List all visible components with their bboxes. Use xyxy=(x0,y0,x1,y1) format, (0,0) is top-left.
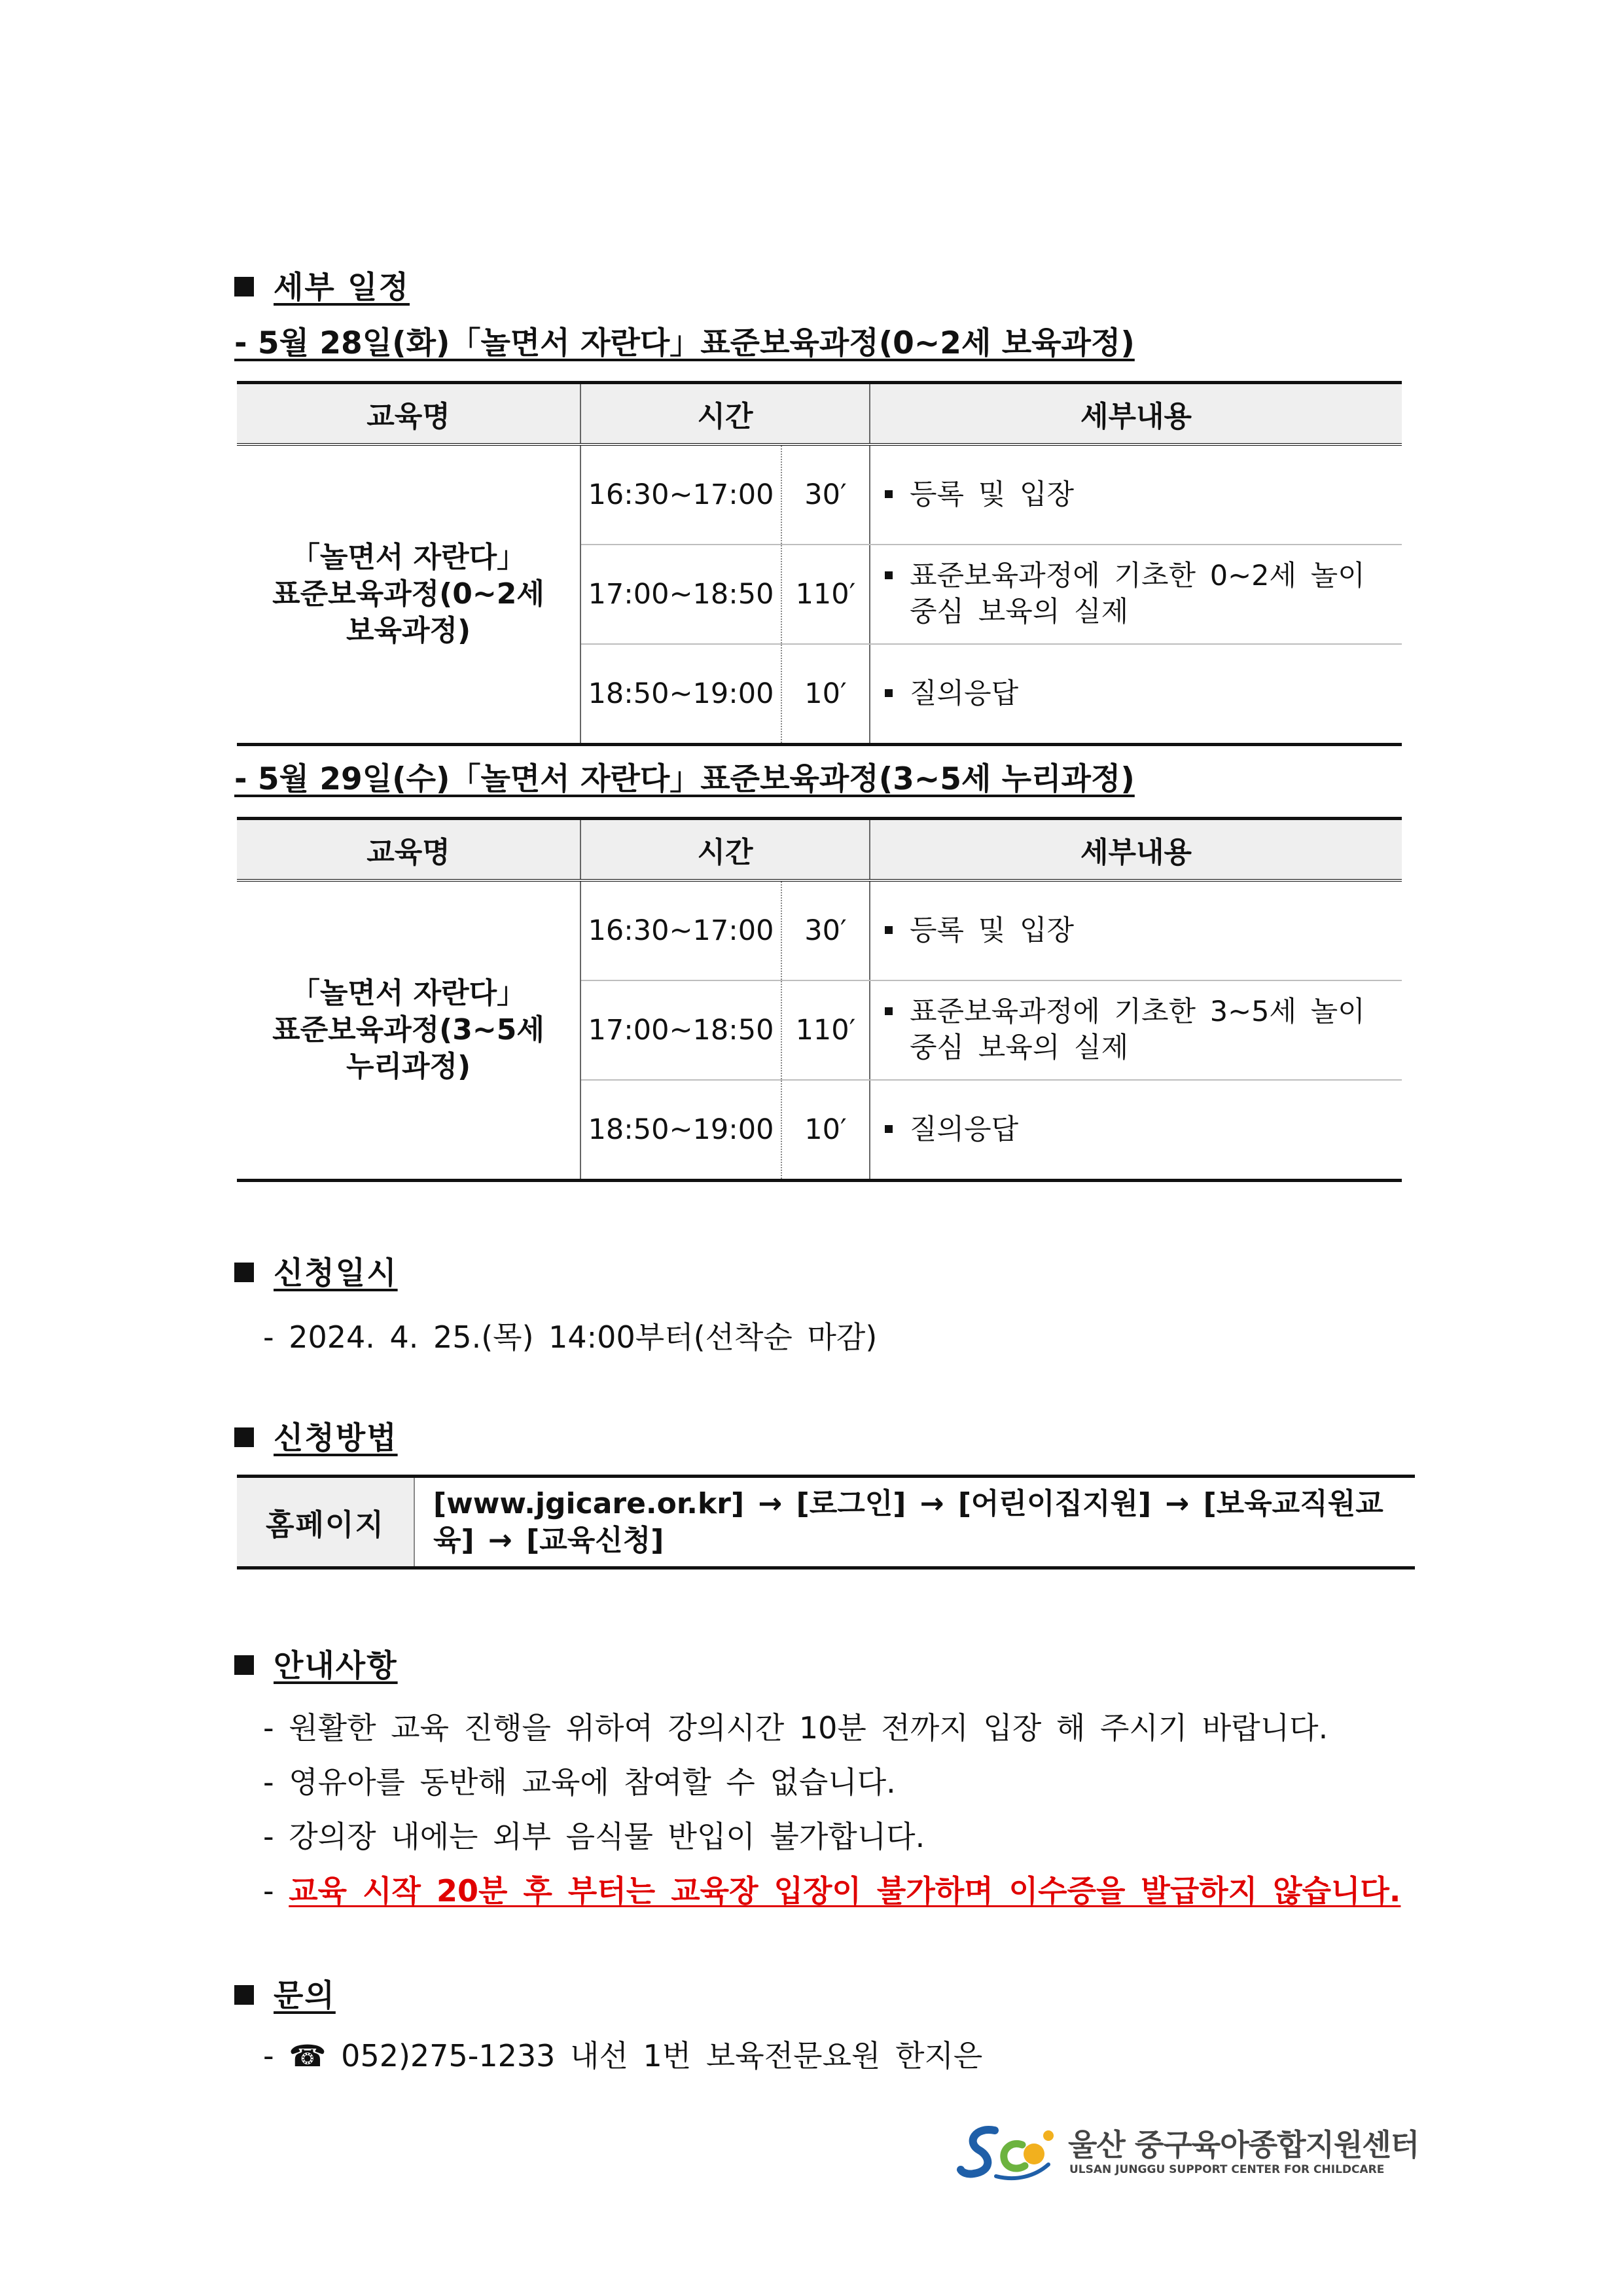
center-logo-name-en: ULSAN JUNGGU SUPPORT CENTER FOR CHILDCARE xyxy=(1069,2163,1385,2176)
time-cell: 18:50~19:00 xyxy=(580,644,781,745)
square-bullet-icon xyxy=(885,571,893,579)
center-logo-mark-icon xyxy=(957,2119,1061,2184)
session-2-title: - 5월 29일(수)「놀면서 자란다」표준보육과정(3~5세 누리과정) xyxy=(234,761,1135,797)
center-logo xyxy=(957,2119,1419,2184)
notice-warning-line: - 교육 시작 20분 후 부터는 교육장 입장이 불가하며 이수증을 발급하지 않습니다. xyxy=(263,1873,1401,1909)
detail-cell: 표준보육과정에 기초한 3~5세 놀이 중심 보육의 실제 xyxy=(870,980,1402,1080)
duration-cell: 30′ xyxy=(781,444,870,545)
duration-cell: 10′ xyxy=(781,1080,870,1181)
notice-item: - 강의장 내에는 외부 음식물 반입이 불가합니다. xyxy=(263,1819,925,1854)
notice-item: - 원활한 교육 진행을 위하여 강의시간 10분 전까지 입장 해 주시기 바랍니다. xyxy=(263,1710,1329,1746)
center-logo-name-ko: 울산 중구육아종합지원센터 xyxy=(1068,2127,1419,2162)
time-cell: 16:30~17:00 xyxy=(580,880,781,980)
course-name: 「놀면서 자란다」 표준보육과정(3~5세 누리과정) xyxy=(237,880,580,1181)
detail-cell: 등록 및 입장 xyxy=(870,444,1402,545)
square-bullet-icon xyxy=(234,1427,254,1447)
section-heading-application-date: 신청일시 xyxy=(234,1249,398,1293)
contact-text: 052)275-1233 내선 1번 보육전문요원 한지은 xyxy=(341,2038,983,2073)
time-cell: 18:50~19:00 xyxy=(580,1080,781,1181)
method-path: [www.jgicare.or.kr] → [로그인] → [어린이집지원] → [보육교직원교육] → [교육신청] xyxy=(414,1477,1415,1568)
square-bullet-icon xyxy=(234,277,254,296)
square-bullet-icon xyxy=(885,689,893,697)
square-bullet-icon xyxy=(885,1125,893,1133)
square-bullet-icon xyxy=(885,490,893,498)
table-row xyxy=(237,880,1402,980)
col-header-time: 시간 xyxy=(580,383,870,445)
duration-cell: 10′ xyxy=(781,644,870,745)
method-label: 홈페이지 xyxy=(237,1477,414,1568)
session-1-table xyxy=(237,381,1402,746)
col-header-detail: 세부내용 xyxy=(870,383,1402,445)
section-heading-notice: 안내사항 xyxy=(234,1641,398,1685)
duration-cell: 110′ xyxy=(781,980,870,1080)
table-row xyxy=(237,444,1402,545)
duration-cell: 110′ xyxy=(781,545,870,644)
session-2-table xyxy=(237,817,1402,1182)
square-bullet-icon xyxy=(234,1985,254,2005)
col-header-name: 교육명 xyxy=(237,819,580,881)
detail-cell: 등록 및 입장 xyxy=(870,880,1402,980)
detail-cell: 질의응답 xyxy=(870,1080,1402,1181)
application-method-table xyxy=(237,1475,1415,1570)
detail-cell: 질의응답 xyxy=(870,644,1402,745)
section-heading-schedule: 세부 일정 xyxy=(234,263,410,307)
time-cell: 17:00~18:50 xyxy=(580,980,781,1080)
duration-cell: 30′ xyxy=(781,880,870,980)
course-name: 「놀면서 자란다」 표준보육과정(0~2세 보육과정) xyxy=(237,444,580,745)
col-header-detail: 세부내용 xyxy=(870,819,1402,881)
notice-item: - 영유아를 동반해 교육에 참여할 수 없습니다. xyxy=(263,1765,896,1800)
phone-icon: ☎ xyxy=(289,2038,327,2073)
notice-warning: 교육 시작 20분 후 부터는 교육장 입장이 불가하며 이수증을 발급하지 않습니다. xyxy=(289,1873,1401,1909)
col-header-time: 시간 xyxy=(580,819,870,881)
section-heading-application-method: 신청방법 xyxy=(234,1414,398,1458)
detail-cell: 표준보육과정에 기초한 0~2세 놀이 중심 보육의 실제 xyxy=(870,545,1402,644)
contact-line: - ☎ 052)275-1233 내선 1번 보육전문요원 한지은 xyxy=(263,2038,983,2073)
square-bullet-icon xyxy=(885,926,893,934)
time-cell: 17:00~18:50 xyxy=(580,545,781,644)
time-cell: 16:30~17:00 xyxy=(580,444,781,545)
square-bullet-icon xyxy=(234,1655,254,1675)
application-date-text: - 2024. 4. 25.(목) 14:00부터(선착순 마감) xyxy=(263,1319,878,1355)
col-header-name: 교육명 xyxy=(237,383,580,445)
session-1-title: - 5월 28일(화)「놀면서 자란다」표준보육과정(0~2세 보육과정) xyxy=(234,325,1135,361)
square-bullet-icon xyxy=(234,1263,254,1282)
section-heading-contact: 문의 xyxy=(234,1971,336,2015)
square-bullet-icon xyxy=(885,1007,893,1015)
